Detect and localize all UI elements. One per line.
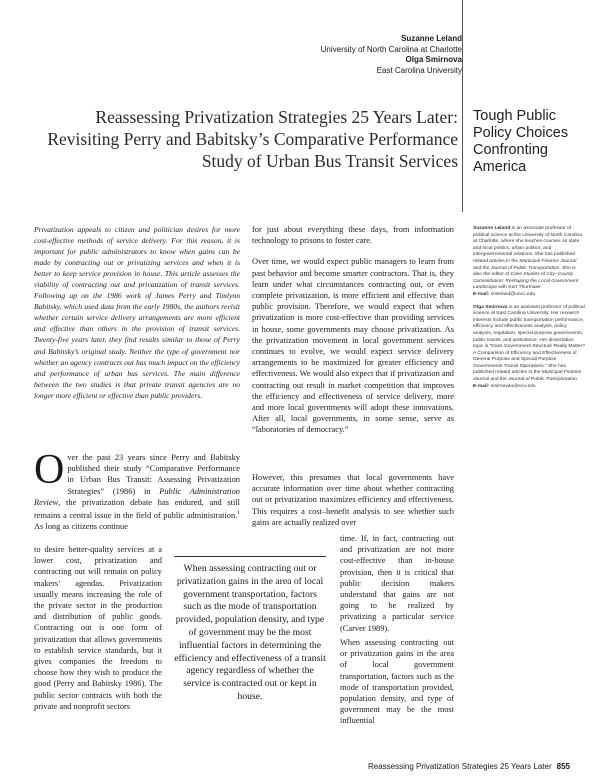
paragraph: for just about everything these days, from information technology to prisons to foster care. — [252, 225, 454, 246]
drop-cap: O — [34, 447, 65, 493]
abstract: Privatization appeals to citizen and politician desires for more cost-effective methods of service delivery. For this reason, it is important for public administrators to know when gains can be made by contracting out or privatizing services and when it is better to keep service provision in house. This article assesses the viability of contracting out and privatization of transit services. Following up on the 1986 work of James Perry and Timlynn Babitsky, which used data from the early 1980s, the authors revisit whether certain service delivery arrangements are more efficient and effective than others in the provision of transit services. Twenty-five years later, they find results similar to those of Perry and Babitsky’s original study. Neither the type of government nor whether an agency contracts out has much impact on the efficiency and performance of urban bus services. The main difference between the two studies is that private transit agencies are no longer more efficient or effective than public providers. — [34, 225, 240, 400]
page-number: 855 — [556, 762, 570, 771]
intro-paragraph — [34, 447, 240, 532]
author-affiliation-2: East Carolina University — [376, 65, 462, 75]
author-affiliation-1: University of North Carolina at Charlotte — [320, 44, 462, 54]
email[interactable]: smirnovao@ecu.edu — [489, 383, 536, 389]
author-bios — [473, 226, 585, 396]
author-block — [321, 34, 462, 76]
paragraph: Over time, we would expect public managers to learn from past behavior and become smarter contractors. That is, they learn under what circumstances contracting out, or even complete privatization, is more efficient and effective than public provision. Therefore, we would expect that when privatization is more cost-effective than providing services in house, some governments may choose privatization. As the privatization movement in local government services continues to evolve, we would expect service delivery arrangements to be maximized for greater efficiency and effectiveness. We would also expect that if privatization and contracting out result in market competition that improves the efficiency and effectiveness of service delivery, more and more local governments will adopt these innovations. After all, local governments, in some sense, serve as “laboratories of democracy.” — [252, 257, 454, 435]
paragraph: When assessing contracting out or privatization gains in the area of local government transportation, factors such as the mode of transportation provided, population density, and type of government may be the most influential — [340, 638, 454, 726]
paragraph: time. If, in fact, contracting out and privatization are not more cost-effective than in-house provision, then it is critical that public decision makers understand that gains are not going to be realized by privatizing a particular service (Carver 1989). — [340, 534, 454, 633]
series-label: Tough Public Policy Choices Confronting America — [473, 108, 569, 175]
article-title: Reassessing Privatization Strategies 25 Years Later: Revisiting Perry and Babitsky’s Comparative Performance Study of Urban Bus Transit Services — [47, 107, 458, 171]
pull-quote: When assessing contracting out or privatization gains in the area of local government transportation, factors such as the mode of transportation provided, population density, and type of government may be the most influential factors in determining the efficiency and effectiveness of a transit agency regardless of whether the service is contracted out or kept in house. — [174, 556, 326, 704]
right-column-top — [252, 224, 454, 436]
footnote-marker: 1 — [237, 510, 240, 517]
left-column-text: to desire better-quality services at a lower cost, privatization and contracting out will remain on policy makers’ agendas. Privatization usually means increasing the role of the private sector in the production and distribution of public goods. Contracting out is one form of privatization that allows governments to establish service standards, but it gives companies the freedom to choose how they wish to produce the good (Perry and Babitsky 1986). The public sector contracts with both the private and nonprofit sectors — [34, 545, 162, 711]
intro-text-a: ver the past 23 years since Perry and Babitsky published their study “Comparative Performance in Urban Bus Transit: Assessing Privatization Strategies” (1986) in — [67, 453, 240, 496]
intro-text-c: As long as citizens continue — [34, 522, 128, 532]
author-name-2: Olga Smirnova — [405, 55, 462, 64]
author-bio-1: Suzanne Leland is an associate professor of political science at the University of North Carolina at Charlotte, where she teaches courses on state and local politics, urban politics, and intergovernmental relations. She has published related articles in the Municipal Finance Journal and the Journal of Public Transportation. She is also the editor of Case Studies of City–County Consolidation: Reshaping the Local Government Landscape with Kurt Thurmaier. E-mail: smleland@uncc.edu — [473, 226, 583, 297]
running-title: Reassessing Privatization Strategies 25 Years Later — [367, 762, 552, 771]
page-footer — [300, 762, 570, 771]
vertical-divider — [462, 0, 463, 212]
author-bio-2: Olga Smirnova is an assistant professor of political science at East Carolina University. Her research interests include public transportation performance, efficiency and effectiveness analysis, policy analysis, regulation, special-purpose governments, public transit, and ambulance. Her dissertation topic is “Does Government Structure Really Matter? A Comparison of Efficiency and Effectiveness of General Purpose and Special Purpose Governments Transit Operations.” She has published related articles in the Municipal Finance Journal and the Journal of Public Transportation. E-mail: smirnovao@ecu.edu — [473, 304, 585, 389]
intro-text-b: , the privatization debate has endured, and still remains a central issue in the field of public administration. — [34, 497, 240, 520]
email[interactable]: smleland@uncc.edu — [489, 291, 536, 297]
paragraph: However, this presumes that local governments have accurate information over time about whether contracting out or privatization maximizes efficiency and effectiveness. This requires a cost–benefit analysis to see whether such gains are actually realized over — [252, 473, 454, 527]
journal-name: Public Administration Review — [34, 486, 240, 507]
author-name-1: Suzanne Leland — [401, 34, 462, 43]
